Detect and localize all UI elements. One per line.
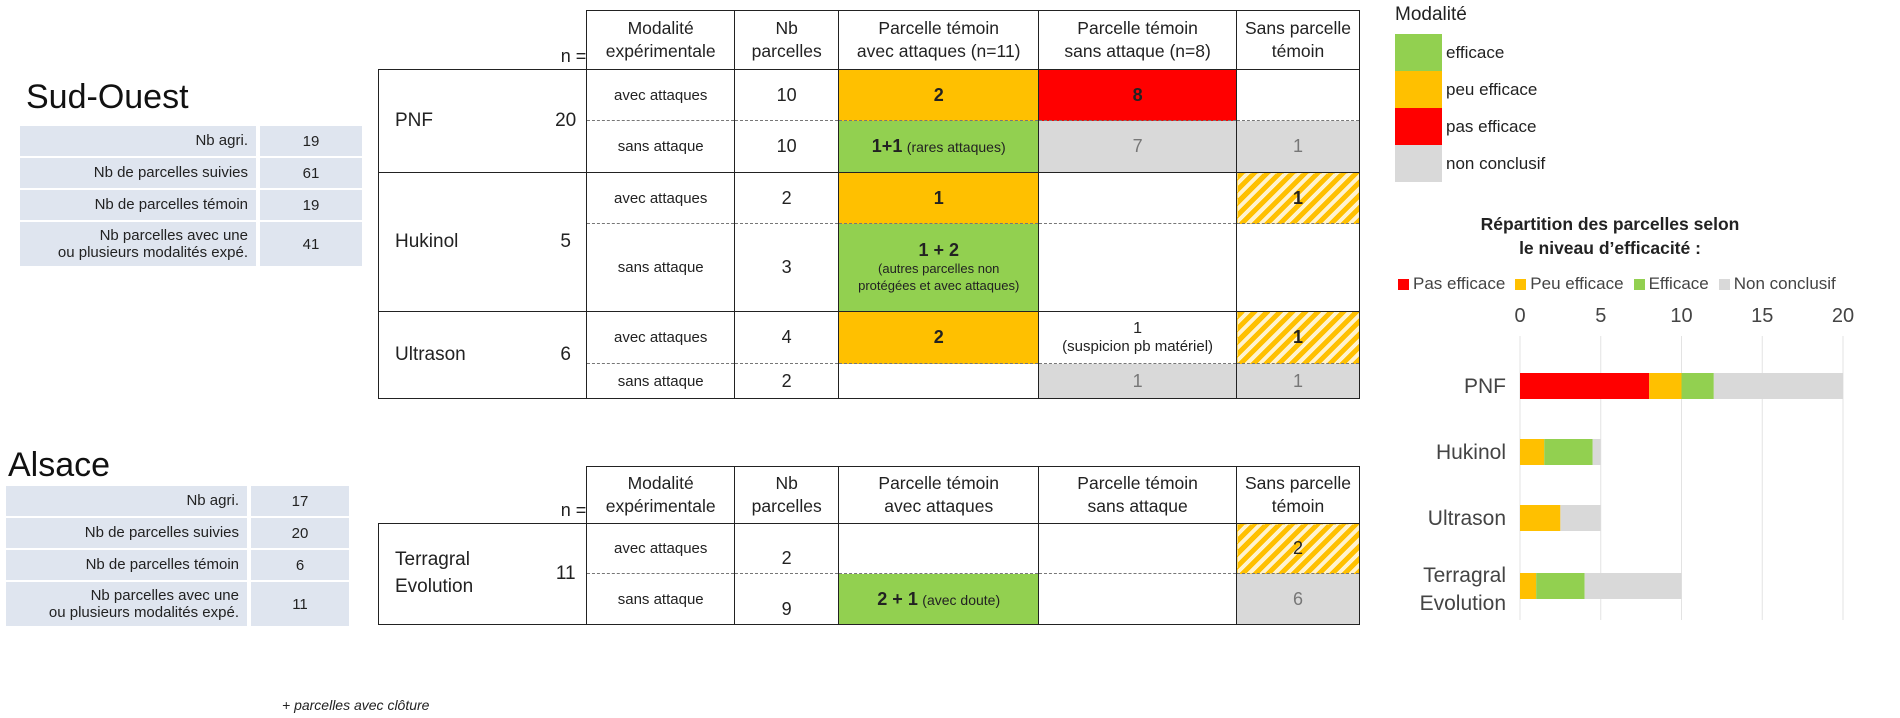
header-n: n =: [560, 500, 587, 520]
result-cell: [839, 121, 1039, 173]
stats-row: [6, 549, 349, 581]
stat-label-line: ou plusieurs modalités expé.: [48, 604, 239, 621]
result-cell: [839, 224, 1039, 312]
legend-swatch: [1395, 108, 1442, 146]
group-name: PNF: [379, 70, 546, 173]
nb-cell: 9: [735, 574, 839, 625]
modalite-cell: sans attaque: [587, 574, 735, 625]
chart-legend-label: Non conclusif: [1733, 274, 1836, 293]
header-line: Nb: [775, 473, 798, 494]
nb-cell: 2: [735, 524, 839, 574]
stat-label: Nb agri.: [6, 486, 249, 517]
header-line: Parcelle témoin: [878, 473, 1000, 494]
chart-legend-swatch: [1634, 279, 1645, 290]
header-line: Sans parcelle: [1245, 18, 1352, 39]
result-cell: [839, 574, 1039, 625]
group-name-line: Evolution: [395, 576, 474, 597]
stacked-bar-chart: [1395, 300, 1895, 630]
stat-label-line: Nb parcelles avec une: [90, 586, 239, 604]
chart-legend-item: [1515, 274, 1623, 294]
stat-label: Nb de parcelles suivies: [20, 157, 258, 189]
result-cell: [1039, 524, 1237, 574]
legend-swatch: [1395, 145, 1442, 183]
stats-row: [6, 517, 349, 549]
table-row: [379, 312, 1360, 364]
modalite-cell: sans attaque: [587, 224, 735, 312]
nb-cell: 2: [735, 364, 839, 399]
modalite-cell: avec attaques: [587, 70, 735, 121]
result-cell: 2: [839, 312, 1039, 364]
footnote: + parcelles avec clôture: [282, 697, 430, 713]
bar-segment: [1593, 439, 1601, 465]
bar-segment: [1520, 573, 1536, 599]
legend-label: pas efficace: [1446, 116, 1537, 136]
result-cell: 1: [839, 173, 1039, 224]
bar-segment: [1520, 439, 1544, 465]
result-note: (rares attaques): [906, 139, 1006, 155]
modalite-cell: sans attaque: [587, 121, 735, 173]
stats-row: [20, 126, 362, 157]
stat-value: 6: [249, 549, 349, 581]
legend-item: [1395, 108, 1545, 145]
chart-legend-label: Peu efficace: [1530, 274, 1624, 293]
nb-cell: 10: [735, 121, 839, 173]
chart-legend-item: [1719, 274, 1836, 294]
result-value: 1+1: [871, 136, 903, 156]
header-line: avec attaques: [884, 496, 994, 516]
header-line: sans attaque: [1087, 496, 1188, 516]
header-temoin-sans-attaque: [1039, 467, 1237, 524]
header-temoin-avec-attaques: [839, 11, 1039, 70]
x-tick-label: 15: [1751, 305, 1774, 327]
stat-value: 11: [249, 581, 349, 627]
bar-segment: [1714, 373, 1843, 399]
stat-value: 19: [258, 189, 362, 221]
group-count: 6: [545, 312, 587, 399]
chart-title-line: le niveau d’efficacité :: [1519, 237, 1701, 258]
results-table-sud-ouest: [378, 10, 1360, 399]
result-cell: [839, 364, 1039, 399]
bar-segment: [1520, 505, 1560, 531]
x-tick-label: 20: [1831, 305, 1855, 327]
region-title-alsace: Alsace: [8, 446, 111, 484]
stats-table-alsace: [6, 486, 349, 628]
legend-label: peu efficace: [1446, 79, 1538, 99]
result-note: (autres parcelles non protégées et avec attaques): [858, 261, 1020, 293]
bar-segment: [1682, 373, 1714, 399]
result-value: 2 + 1: [877, 588, 918, 609]
chart-legend-item: [1398, 274, 1505, 294]
header-nb-parcelles: [735, 11, 839, 70]
header-n: n =: [560, 46, 587, 66]
modalite-cell: avec attaques: [587, 524, 735, 574]
stat-label: [6, 581, 249, 627]
header-line: témoin: [1271, 41, 1325, 61]
header-line: Nb: [775, 18, 798, 39]
table-header-row: [379, 11, 1360, 70]
table-row: [379, 524, 1360, 574]
header-spacer: [379, 467, 546, 524]
chart-title-line: Répartition des parcelles selon: [1480, 214, 1740, 234]
stats-row: [6, 486, 349, 517]
stat-label: Nb de parcelles témoin: [6, 549, 249, 581]
x-tick-label: 10: [1670, 305, 1693, 327]
result-note: (suspicion pb matériel): [1062, 338, 1214, 356]
header-line: Sans parcelle: [1245, 473, 1352, 494]
region-title-sud-ouest: Sud-Ouest: [26, 78, 189, 116]
result-cell: 1: [1237, 121, 1360, 173]
header-modalite: [587, 467, 735, 524]
result-cell: 8: [1039, 70, 1237, 121]
result-cell-hatched: 1: [1237, 173, 1360, 224]
stat-label: Nb de parcelles suivies: [6, 517, 249, 549]
bar-segment: [1536, 573, 1584, 599]
nb-cell: 10: [735, 70, 839, 121]
category-label: Evolution: [1419, 592, 1506, 615]
result-cell: [1039, 312, 1237, 364]
header-line: expérimentale: [605, 41, 716, 61]
result-cell: 6: [1237, 574, 1360, 625]
result-cell: [1039, 173, 1237, 224]
legend-swatch: [1395, 34, 1442, 72]
stat-label: [20, 221, 258, 267]
modalite-cell: avec attaques: [587, 312, 735, 364]
header-line: Parcelle témoin: [1077, 473, 1198, 494]
header-line: sans attaque (n=8): [1064, 41, 1211, 61]
table-row: [379, 173, 1360, 224]
modalite-cell: avec attaques: [587, 173, 735, 224]
bar-segment: [1649, 373, 1681, 399]
header-line: Parcelle témoin: [878, 18, 1000, 39]
result-note: (avec doute): [922, 591, 1001, 608]
nb-cell: 2: [735, 173, 839, 224]
result-cell: [839, 524, 1039, 574]
group-name: Hukinol: [379, 173, 546, 312]
group-name: [379, 524, 546, 625]
result-cell-hatched: 2: [1237, 524, 1360, 574]
result-cell-hatched: 1: [1237, 312, 1360, 364]
stat-value: 19: [258, 126, 362, 157]
bar-segment: [1560, 505, 1600, 531]
header-sans-temoin: [1237, 11, 1360, 70]
category-label: Terragral: [1423, 564, 1506, 587]
result-cell: [1039, 224, 1237, 312]
result-cell: 7: [1039, 121, 1237, 173]
stat-label: Nb agri.: [20, 126, 258, 157]
header-line: avec attaques (n=11): [856, 41, 1021, 61]
header-line: parcelles: [751, 496, 822, 516]
modalite-legend: [1395, 4, 1545, 182]
x-tick-label: 5: [1595, 305, 1607, 327]
nb-cell: 3: [735, 224, 839, 312]
header-temoin-avec-attaques: [839, 467, 1039, 524]
chart-legend-swatch: [1515, 279, 1526, 290]
stats-table-sud-ouest: [20, 126, 362, 268]
stats-row: [20, 221, 362, 267]
bar-segment: [1520, 373, 1649, 399]
group-count: 20: [545, 70, 587, 173]
result-cell: 1: [1039, 364, 1237, 399]
chart-legend: [1398, 274, 1836, 294]
table-header-row: [379, 467, 1360, 524]
header-line: Modalité: [627, 473, 694, 494]
table-row: [379, 70, 1360, 121]
chart-legend-swatch: [1719, 279, 1730, 290]
result-cell: 1: [1237, 364, 1360, 399]
legend-label: efficace: [1446, 42, 1505, 62]
header-line: témoin: [1271, 496, 1325, 516]
legend-item: [1395, 34, 1545, 71]
chart-legend-label: Efficace: [1648, 274, 1709, 293]
header-sans-temoin: [1237, 467, 1360, 524]
chart-legend-swatch: [1398, 279, 1409, 290]
result-cell: [1237, 224, 1360, 312]
group-name: Ultrason: [379, 312, 546, 399]
header-spacer: [379, 11, 546, 70]
stat-value: 41: [258, 221, 362, 267]
result-cell: [1237, 70, 1360, 121]
result-cell: [1039, 574, 1237, 625]
category-label: PNF: [1464, 375, 1506, 398]
result-cell: 2: [839, 70, 1039, 121]
chart-legend-item: [1634, 274, 1709, 294]
stat-label-line: Nb parcelles avec une: [99, 226, 248, 244]
stats-row: [20, 157, 362, 189]
header-temoin-sans-attaque: [1039, 11, 1237, 70]
header-line: Parcelle témoin: [1077, 18, 1198, 39]
modalite-cell: sans attaque: [587, 364, 735, 399]
stats-row: [6, 581, 349, 627]
result-value: 1: [1133, 319, 1143, 337]
legend-swatch: [1395, 71, 1442, 109]
chart-title: [1460, 213, 1760, 260]
nb-cell: 4: [735, 312, 839, 364]
bar-segment: [1544, 439, 1592, 465]
results-table-alsace: [378, 466, 1360, 625]
group-name-line: Terragral: [395, 549, 470, 571]
category-label: Hukinol: [1435, 441, 1506, 464]
legend-title: Modalité: [1395, 4, 1467, 25]
result-value: 1 + 2: [918, 240, 959, 261]
header-modalite: [587, 11, 735, 70]
bar-segment: [1585, 573, 1682, 599]
stat-value: 61: [258, 157, 362, 189]
header-line: expérimentale: [605, 496, 716, 516]
stat-label-line: ou plusieurs modalités expé.: [57, 244, 248, 261]
legend-label: non conclusif: [1446, 153, 1546, 173]
stat-value: 20: [249, 517, 349, 549]
legend-item: [1395, 145, 1545, 182]
stat-label: Nb de parcelles témoin: [20, 189, 258, 221]
category-label: Ultrason: [1427, 507, 1506, 530]
group-count: 5: [545, 173, 587, 312]
header-line: Modalité: [627, 18, 694, 39]
x-tick-label: 0: [1514, 305, 1526, 327]
chart-legend-label: Pas efficace: [1413, 274, 1506, 293]
legend-item: [1395, 71, 1545, 108]
header-line: parcelles: [751, 41, 822, 61]
stat-value: 17: [249, 486, 349, 517]
stats-row: [20, 189, 362, 221]
header-nb-parcelles: [735, 467, 839, 524]
group-count: 11: [545, 524, 587, 625]
